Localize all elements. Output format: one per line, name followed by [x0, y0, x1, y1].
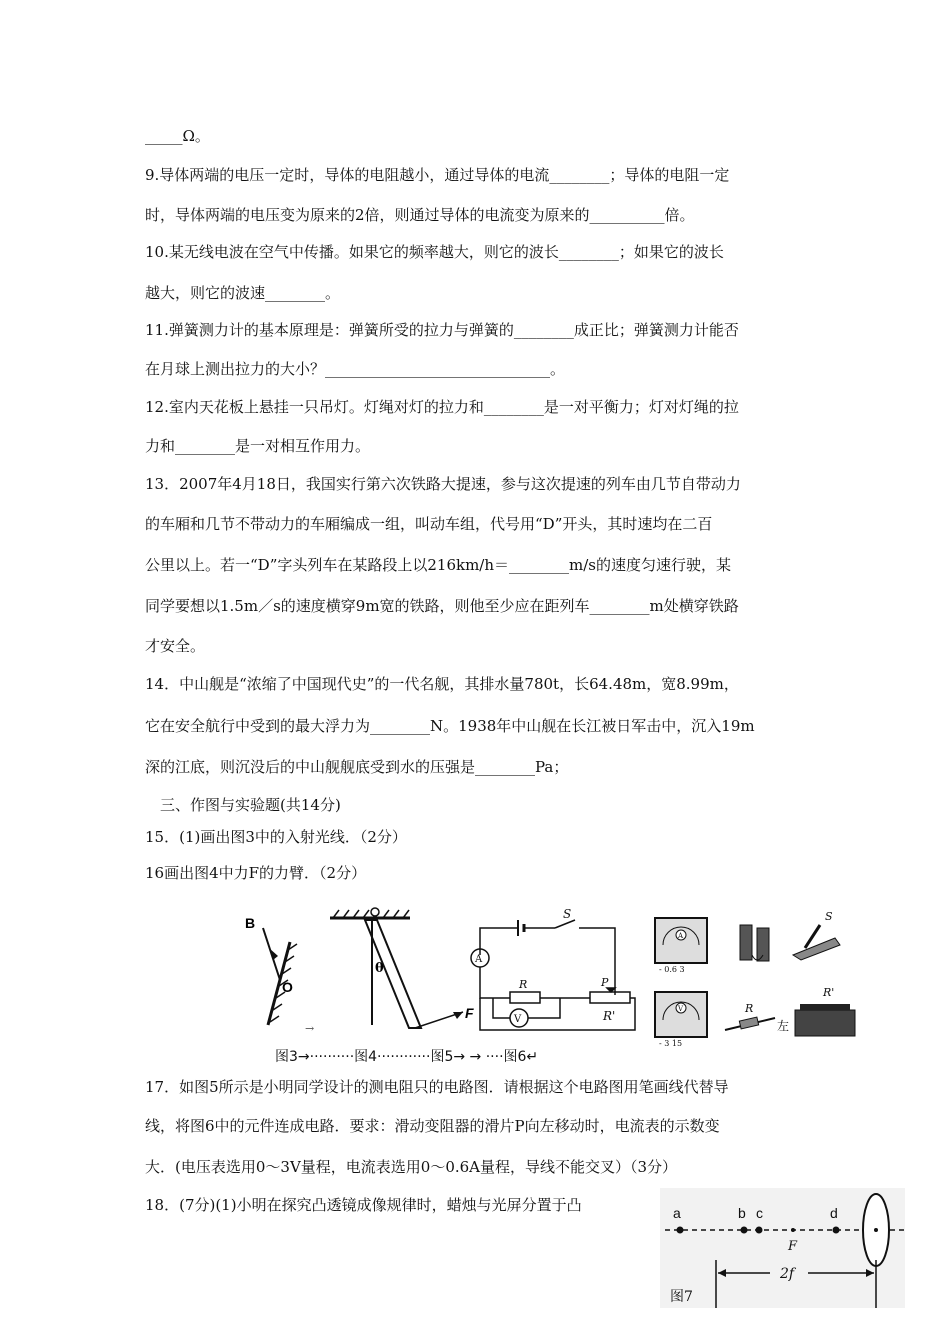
section-3-heading: 三、作图与实验题(共14分) [160, 796, 341, 814]
question-10-line-2: 越大，则它的波速________。 [145, 284, 341, 302]
figures-3-to-6 [235, 900, 835, 1070]
fig6-label-r: R [745, 1002, 754, 1015]
text-line-1: _____Ω。 [145, 127, 210, 145]
figure-5-circuit-diagram [471, 907, 635, 1030]
figure-3-mirror-diagram [245, 915, 297, 1025]
fig5-label-p: P [601, 976, 609, 989]
fig7-label-b: b [738, 1205, 746, 1221]
fig4-label-theta: θ [375, 961, 384, 976]
fig6-label-r2: R' [823, 986, 835, 999]
question-13-line-3: 公里以上。若一“D”字头列车在某路段上以216km/h＝________m/s的速度匀速行驶，某 [145, 556, 731, 574]
fig7-label-f: F [788, 1239, 798, 1254]
fig5-label-v: V [514, 1014, 522, 1025]
fig5-label-r: R [519, 978, 528, 991]
figures-caption-row: 图3→··········图4············图5→ → ····图6↵ [275, 1049, 539, 1065]
question-13-line-2: 的车厢和几节不带动力的车厢编成一组，叫动车组，代号用“D”开头，其时速均在二百 [145, 515, 713, 533]
fig5-label-a: A [475, 954, 483, 965]
fig3-label-o: O [282, 979, 293, 995]
question-17-line-1: 17．如图5所示是小明同学设计的测电阻只的电路图．请根据这个电路图用笔画线代替导 [145, 1078, 729, 1096]
question-14-line-1: 14．中山舰是“浓缩了中国现代史”的一代名舰，其排水量780t，长64.48m，宽8.99m， [145, 675, 739, 693]
fig6-label-left: 左 [777, 1019, 790, 1033]
question-17-line-3: 大．(电压表选用0～3V量程，电流表选用0～0.6A量程，导线不能交叉）（3分） [145, 1158, 678, 1176]
question-14-line-2: 它在安全航行中受到的最大浮力为________N。1938年中山舰在长江被日军击中，沉入19m [145, 717, 755, 735]
question-10-line-1: 10.某无线电波在空气中传播。如果它的频率越大，则它的波长________；如果它的波长 [145, 243, 724, 261]
fig4-label-f: F [465, 1005, 474, 1021]
question-9-line-2: 时，导体两端的电压变为原来的2倍，则通过导体的电流变为原来的__________倍。 [145, 206, 695, 224]
figure-7-lens-diagram [660, 1188, 905, 1308]
question-9-line-1: 9.导体两端的电压一定时，导体的电阻越小，通过导体的电流________；导体的电阻一定 [145, 166, 730, 184]
question-12-line-2: 力和________是一对相互作用力。 [145, 437, 371, 455]
question-13-line-5: 才安全。 [145, 637, 206, 655]
fig7-label-d: d [830, 1205, 838, 1221]
fig7-label-c: c [756, 1205, 763, 1221]
fig7-caption: 图7 [670, 1289, 693, 1305]
figure-6-components [655, 910, 855, 1048]
fig6-ammeter-scale: - 0.6 3 [659, 965, 685, 974]
question-12-line-1: 12.室内天花板上悬挂一只吊灯。灯绳对灯的拉力和________是一对平衡力；灯对灯绳的拉 [145, 398, 739, 416]
fig3-label-b: B [245, 915, 256, 931]
question-13-line-4: 同学要想以1.5m／s的速度横穿9m宽的铁路，则他至少应在距列车________m处横穿铁路 [145, 597, 739, 615]
svg-text:V: V [678, 1005, 684, 1013]
question-18-line-1: 18．(7分)(1)小明在探究凸透镜成像规律时，蜡烛与光屏分置于凸 [145, 1196, 582, 1214]
fig7-label-2f: 2f [780, 1266, 795, 1282]
question-13-line-1: 13．2007年4月18日，我国实行第六次铁路大提速，参与这次提速的列车由几节自带动力 [145, 475, 741, 493]
fig6-label-s: S [825, 910, 833, 923]
question-11-line-1: 11.弹簧测力计的基本原理是：弹簧所受的拉力与弹簧的________成正比；弹簧测力计能否 [145, 321, 739, 339]
question-15: 15．(1)画出图3中的入射光线．（2分） [145, 828, 407, 846]
fig6-voltmeter-scale: - 3 15 [659, 1039, 683, 1048]
fig7-label-a: a [673, 1205, 681, 1221]
fig5-label-s: S [563, 907, 572, 921]
question-17-line-2: 线，将图6中的元件连成电路．要求：滑动变阻器的滑片P向左移动时，电流表的示数变 [145, 1117, 720, 1135]
figure-4-lever-diagram [330, 908, 474, 1028]
svg-text:A: A [678, 932, 684, 940]
question-11-line-2: 在月球上测出拉力的大小？______________________________。 [145, 360, 566, 378]
question-16: 16画出图4中力F的力臂．（2分） [145, 864, 367, 882]
fig5-label-r2: R' [603, 1009, 616, 1023]
question-14-line-3: 深的江底，则沉没后的中山舰舰底受到水的压强是________Pa； [145, 758, 569, 776]
svg-text:→: → [305, 1022, 315, 1035]
